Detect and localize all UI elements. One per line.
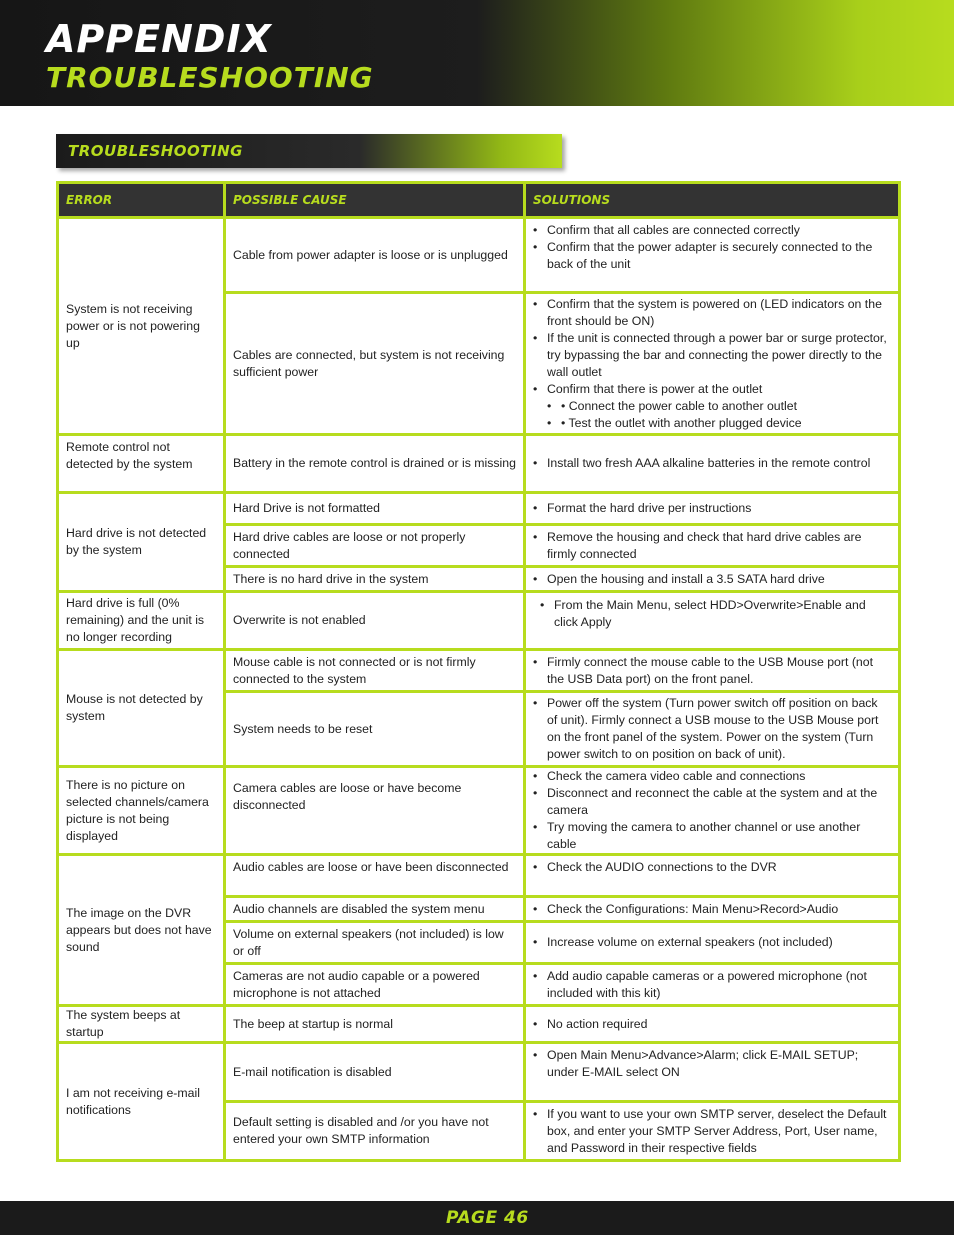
solution-item: • Confirm that all cables are connected correctly (533, 222, 891, 239)
solution-item: • Check the Configurations: Main Menu>Record>Audio (533, 901, 891, 918)
table-row (58, 855, 900, 897)
cause-cell: Battery in the remote control is drained or is missing (225, 435, 525, 493)
solution-cell (525, 493, 900, 525)
header-error: ERROR (58, 183, 225, 218)
section-title: TROUBLESHOOTING (68, 142, 243, 160)
solution-item: • Increase volume on external speakers (not included) (533, 934, 891, 951)
solution-cell (525, 592, 900, 650)
error-cell: There is no picture on selected channels/camera picture is not being displayed (58, 767, 225, 855)
solution-cell (525, 293, 900, 435)
page-subtitle: TROUBLESHOOTING (46, 61, 374, 94)
solution-item: • Add audio capable cameras or a powered microphone (not included with this kit) (533, 968, 891, 1002)
table-row (58, 767, 900, 855)
solution-cell (525, 692, 900, 767)
table-row (58, 1043, 900, 1102)
page-title: APPENDIX (46, 17, 272, 61)
cause-cell: Volume on external speakers (not included) is low or off (225, 922, 525, 964)
solution-item: • Try moving the camera to another channel or use another cable (533, 819, 891, 853)
cause-cell: Overwrite is not enabled (225, 592, 525, 650)
table-row (58, 493, 900, 525)
solution-cell (525, 218, 900, 293)
table-row (58, 650, 900, 692)
solution-item (533, 381, 891, 432)
solution-cell (525, 767, 900, 855)
cause-cell: Audio cables are loose or have been disconnected (225, 855, 525, 897)
error-cell: System is not receiving power or is not powering up (58, 218, 225, 435)
page-number: PAGE 46 (446, 1208, 529, 1228)
cause-cell: Hard Drive is not formatted (225, 493, 525, 525)
table-row (58, 592, 900, 650)
solution-cell (525, 964, 900, 1006)
solution-item: • Check the AUDIO connections to the DVR (533, 859, 891, 876)
solution-item: • Install two fresh AAA alkaline batteries in the remote control (533, 455, 891, 472)
solution-item: • If the unit is connected through a power bar or surge protector, try bypassing the bar and connecting the power directly to the wall outlet (533, 330, 891, 381)
solution-item: • If you want to use your own SMTP server, deselect the Default box, and enter your SMTP Server Address, Port, User name, and Password in their respective fields (533, 1106, 891, 1157)
header-cause: POSSIBLE CAUSE (225, 183, 525, 218)
cause-cell: Default setting is disabled and /or you have not entered your own SMTP information (225, 1102, 525, 1161)
solution-item: • Disconnect and reconnect the cable at the system and at the camera (533, 785, 891, 819)
solution-item: • Power off the system (Turn power switch off position on back of unit). Firmly connect a USB mouse to the USB Mouse port on the front panel of the system. Power on the system (Turn power switch to on position on back of unit). (533, 695, 891, 763)
cause-cell: System needs to be reset (225, 692, 525, 767)
troubleshooting-table (56, 181, 901, 1162)
cause-cell: Cables are connected, but system is not receiving sufficient power (225, 293, 525, 435)
solution-cell (525, 567, 900, 592)
error-cell: Hard drive is not detected by the system (58, 493, 225, 592)
solution-item: • Remove the housing and check that hard drive cables are firmly connected (533, 529, 891, 563)
cause-cell: There is no hard drive in the system (225, 567, 525, 592)
solution-item: • Open the housing and install a 3.5 SATA hard drive (533, 571, 891, 588)
solution-item: • Open Main Menu>Advance>Alarm; click E-MAIL SETUP; under E-MAIL select ON (533, 1047, 891, 1081)
header-solutions: SOLUTIONS (525, 183, 900, 218)
solution-text: Confirm that there is power at the outlet (547, 381, 763, 396)
cause-cell: Cable from power adapter is loose or is unplugged (225, 218, 525, 293)
section-heading-bar (56, 134, 562, 168)
solution-item: • Check the camera video cable and connections (533, 768, 891, 785)
cause-cell: Cameras are not audio capable or a powered microphone is not attached (225, 964, 525, 1006)
table-header-row (58, 183, 900, 218)
cause-cell: Hard drive cables are loose or not properly connected (225, 525, 525, 567)
error-cell: Hard drive is full (0% remaining) and the unit is no longer recording (58, 592, 225, 650)
cause-cell: Audio channels are disabled the system menu (225, 897, 525, 922)
cause-cell: Mouse cable is not connected or is not firmly connected to the system (225, 650, 525, 692)
error-cell: The system beeps at startup (58, 1006, 225, 1043)
table-row (58, 218, 900, 293)
solution-cell (525, 650, 900, 692)
solution-item: • Confirm that the power adapter is securely connected to the back of the unit (533, 239, 891, 273)
cause-cell: E-mail notification is disabled (225, 1043, 525, 1102)
solution-cell (525, 525, 900, 567)
solution-cell (525, 922, 900, 964)
error-cell: Remote control not detected by the system (58, 435, 225, 493)
solution-item: • From the Main Menu, select HDD>Overwrite>Enable and click Apply (540, 597, 891, 631)
solution-cell (525, 435, 900, 493)
sub-solution-item: • • Connect the power cable to another outlet (547, 398, 891, 415)
table-row (58, 1006, 900, 1043)
solution-cell (525, 855, 900, 897)
solution-cell (525, 1102, 900, 1161)
error-cell: Mouse is not detected by system (58, 650, 225, 767)
solution-item: • Firmly connect the mouse cable to the USB Mouse port (not the USB Data port) on the front panel. (533, 654, 891, 688)
error-cell: The image on the DVR appears but does not have sound (58, 855, 225, 1006)
solution-cell (525, 897, 900, 922)
solution-item: • Confirm that the system is powered on (LED indicators on the front should be ON) (533, 296, 891, 330)
solution-cell (525, 1006, 900, 1043)
solution-item: • No action required (533, 1016, 891, 1033)
solution-cell (525, 1043, 900, 1102)
page-header (0, 0, 954, 106)
cause-cell: The beep at startup is normal (225, 1006, 525, 1043)
sub-solution-item: • • Test the outlet with another plugged device (547, 415, 891, 432)
error-cell: I am not receiving e-mail notifications (58, 1043, 225, 1161)
table-row (58, 435, 900, 493)
cause-cell: Camera cables are loose or have become disconnected (225, 767, 525, 855)
solution-item: • Format the hard drive per instructions (533, 500, 891, 517)
page-footer (0, 1201, 954, 1235)
